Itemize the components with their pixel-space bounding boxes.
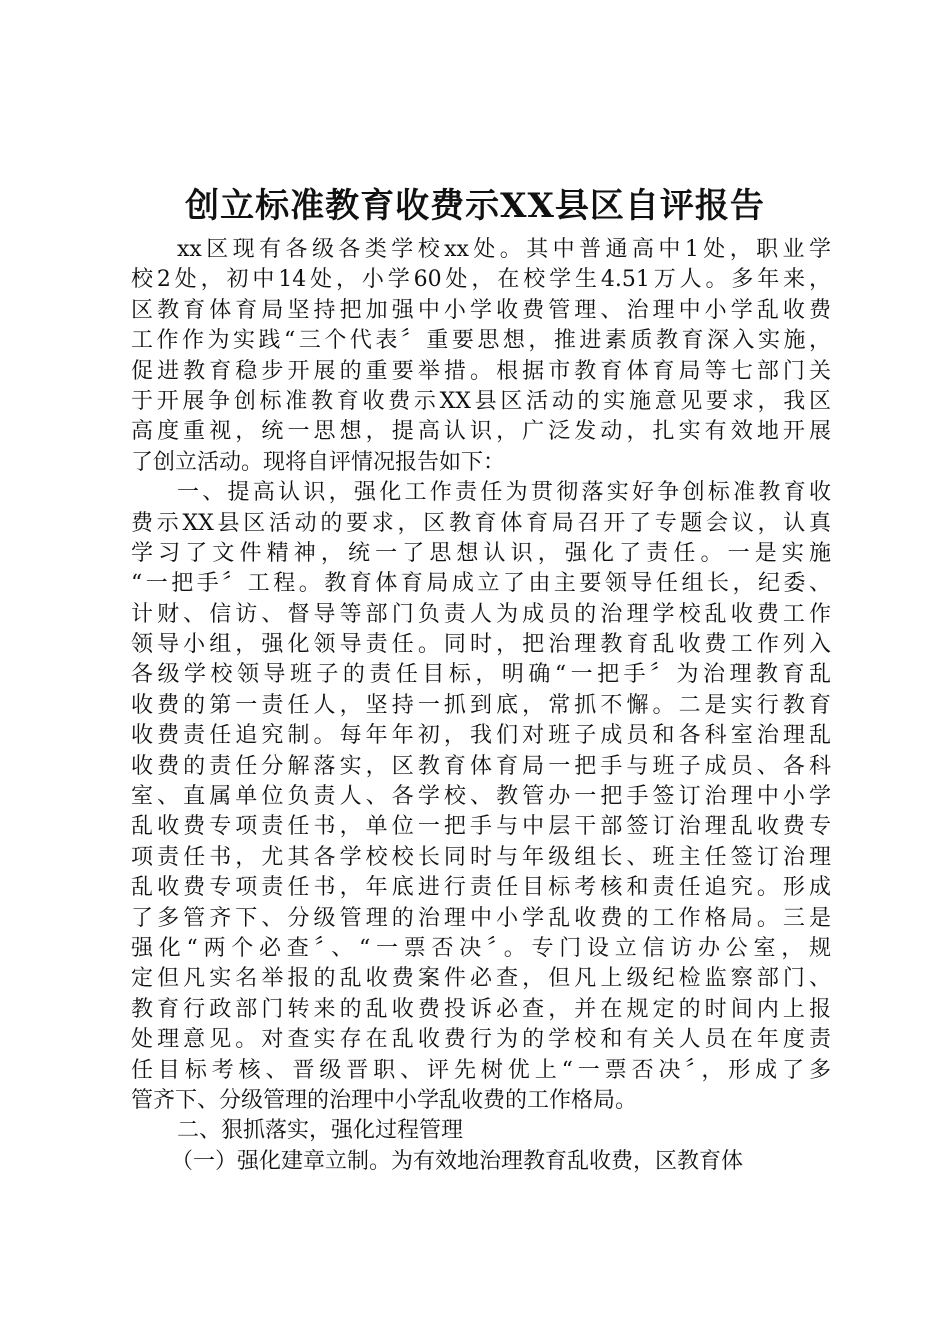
paragraph-line: 于开展争创标准教育收费示XX县区活动的实施意见要求，我区 (131, 388, 831, 414)
paragraph-line: 收费的责任分解落实，区教育体育局一把手与班子成员、各科 (131, 753, 831, 779)
paragraph-line: 高度重视，统一思想，提高认识，广泛发动，扎实有效地开展 (131, 419, 831, 445)
paragraph-line: 了多管齐下、分级管理的治理中小学乱收费的工作格局。三是 (131, 905, 831, 931)
paragraph-line: 各级学校领导班子的责任目标，明确“一把手〞为治理教育乱 (131, 662, 831, 688)
paragraph-line: 收费的第一责任人，坚持一抓到底，常抓不懈。二是实行教育 (131, 692, 831, 718)
paragraph-line: 领导小组，强化领导责任。同时，把治理教育乱收费工作列入 (131, 632, 831, 658)
paragraph-line: 室、直属单位负责人、各学校、教管办一把手签订治理中小学 (131, 784, 831, 810)
paragraph-line: 费示XX县区活动的要求，区教育体育局召开了专题会议，认真 (131, 510, 831, 536)
paragraph-line: 乱收费专项责任书，单位一把手与中层干部签订治理乱收费专 (131, 814, 831, 840)
paragraph-line: 一、提高认识，强化工作责任为贯彻落实好争创标准教育收 (177, 480, 831, 506)
paragraph-line: 教育行政部门转来的乱收费投诉必查，并在规定的时间内上报 (131, 996, 831, 1022)
paragraph-line: 了创立活动。现将自评情况报告如下： (131, 449, 506, 475)
paragraph-line: 乱收费专项责任书，年底进行责任目标考核和责任追究。形成 (131, 875, 831, 901)
paragraph-line: （一）强化建章立制。为有效地治理教育乱收费，区教育体 (171, 1148, 744, 1174)
paragraph-line: 任目标考核、晋级晋职、评先树优上“一票否决〞，形成了多 (131, 1057, 831, 1083)
paragraph-line: 定但凡实名举报的乱收费案件必查，但凡上级纪检监察部门、 (131, 966, 831, 992)
paragraph-line: 学习了文件精神，统一了思想认识，强化了责任。一是实施 (131, 540, 831, 566)
section-heading: 二、狠抓落实，强化过程管理 (177, 1118, 464, 1144)
paragraph-line: 校2处，初中14处，小学60处，在校学生4.51万人。多年来， (131, 267, 831, 293)
paragraph-line: 促进教育稳步开展的重要举措。根据市教育体育局等七部门关 (131, 358, 831, 384)
paragraph-line: 工作作为实践“三个代表〞重要思想，推进素质教育深入实施， (131, 328, 831, 354)
paragraph-line: 收费责任追究制。每年年初，我们对班子成员和各科室治理乱 (131, 723, 831, 749)
paragraph-line: 强化“两个必查〞、“一票否决〞。专门设立信访办公室，规 (131, 935, 831, 961)
paragraph-line: 项责任书，尤其各学校校长同时与年级组长、班主任签订治理 (131, 844, 831, 870)
paragraph-line: 计财、信访、督导等部门负责人为成员的治理学校乱收费工作 (131, 601, 831, 627)
paragraph-line: 区教育体育局坚持把加强中小学收费管理、治理中小学乱收费 (131, 297, 831, 323)
paragraph-line: “一把手〞工程。教育体育局成立了由主要领导任组长，纪委、 (131, 571, 831, 597)
paragraph-line: 管齐下、分级管理的治理中小学乱收费的工作格局。 (131, 1087, 638, 1113)
paragraph-line: xx区现有各级各类学校xx处。其中普通高中1处，职业学 (177, 237, 831, 262)
document-title: 创立标准教育收费示XX县区自评报告 (185, 186, 765, 226)
paragraph-line: 处理意见。对查实存在乱收费行为的学校和有关人员在年度责 (131, 1027, 831, 1053)
document-body (131, 235, 831, 1177)
